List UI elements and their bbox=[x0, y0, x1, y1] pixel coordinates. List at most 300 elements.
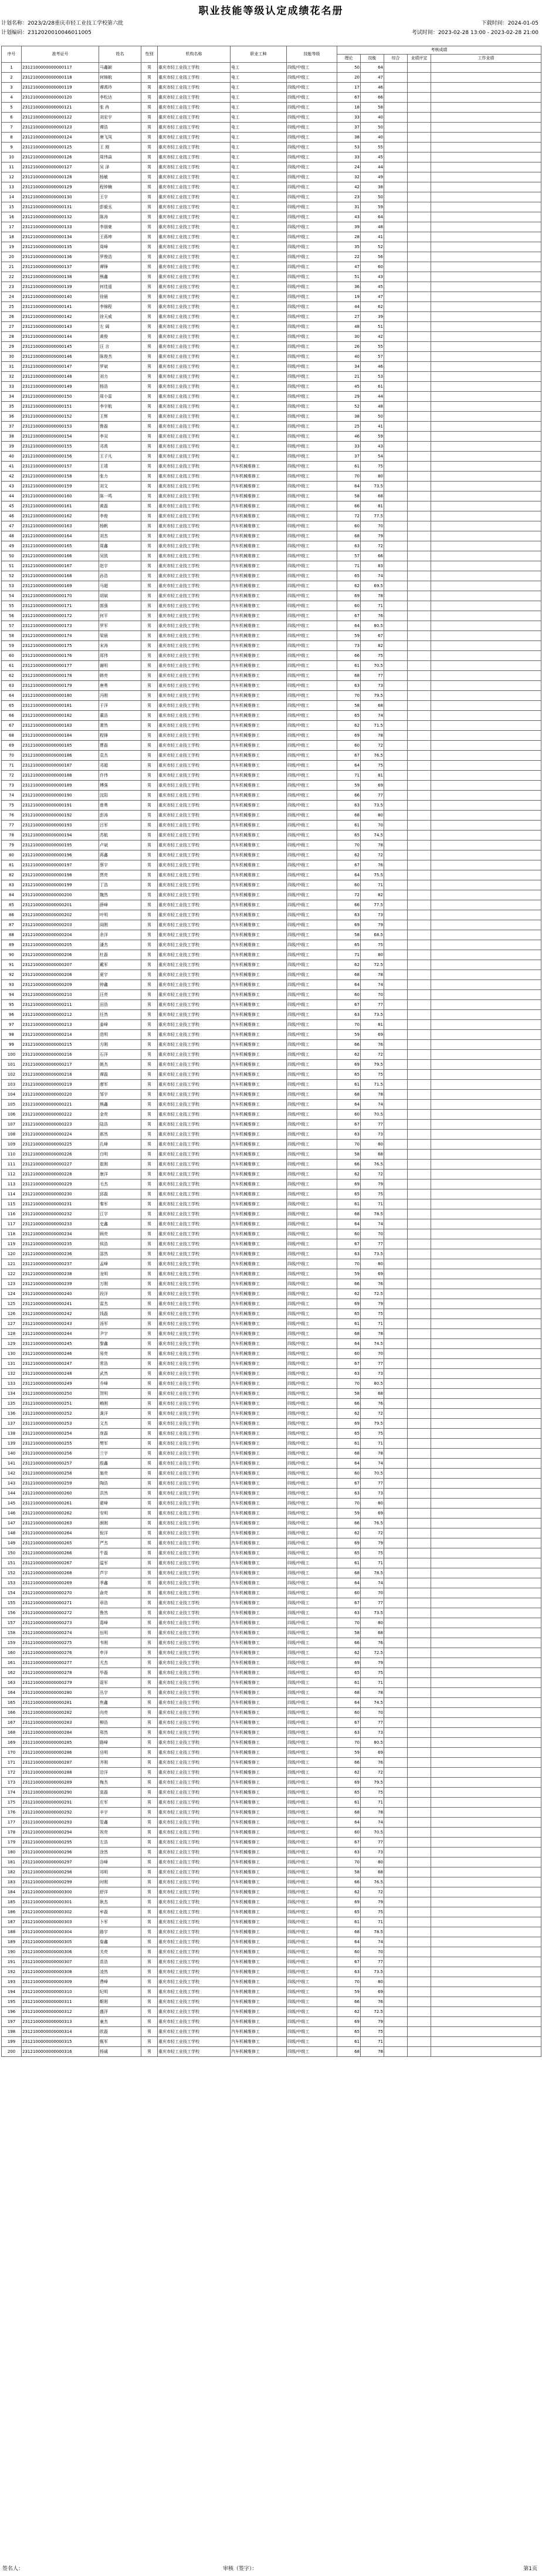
cell-gender: 男 bbox=[141, 801, 158, 811]
cell-name: 蔡宇 bbox=[99, 860, 141, 870]
cell-theory: 27 bbox=[337, 312, 361, 322]
cell-level: 四级/中级工 bbox=[287, 1199, 337, 1209]
cell-skill: 76.5 bbox=[361, 1877, 384, 1887]
cell-job: 汽车机械维修工 bbox=[231, 1289, 287, 1299]
cell-job: 汽车机械维修工 bbox=[231, 1867, 287, 1877]
cell-ticket: 2312100000000000195 bbox=[22, 840, 99, 850]
cell-theory: 71 bbox=[337, 950, 361, 960]
cell-comp bbox=[384, 262, 408, 272]
cell-ticket: 2312100000000000278 bbox=[22, 1668, 99, 1678]
cell-gender: 男 bbox=[141, 1189, 158, 1199]
cell-name: 陆浩 bbox=[99, 1120, 141, 1130]
table-row bbox=[2, 1887, 541, 1897]
cell-job: 汽车机械维修工 bbox=[231, 1080, 287, 1090]
cell-comp bbox=[384, 850, 408, 860]
cell-result bbox=[431, 1070, 541, 1080]
cell-name: 郭强 bbox=[99, 601, 141, 611]
cell-org: 重庆市轻工业技工学校 bbox=[158, 661, 231, 671]
cell-comp bbox=[384, 501, 408, 511]
cell-name: 卢斌 bbox=[99, 840, 141, 850]
cell-comp bbox=[384, 372, 408, 382]
cell-comp bbox=[384, 1728, 408, 1738]
cell-theory: 71 bbox=[337, 561, 361, 571]
table-row bbox=[2, 123, 541, 133]
cell-result bbox=[431, 1897, 541, 1907]
cell-eval bbox=[408, 1877, 431, 1887]
cell-eval bbox=[408, 222, 431, 232]
cell-gender: 男 bbox=[141, 970, 158, 980]
cell-eval bbox=[408, 1917, 431, 1927]
cell-job: 汽车机械维修工 bbox=[231, 1658, 287, 1668]
cell-job: 汽车机械维修工 bbox=[231, 880, 287, 890]
cell-theory: 61 bbox=[337, 661, 361, 671]
cell-name: 王靖 bbox=[99, 462, 141, 472]
cell-seq: 196 bbox=[2, 2007, 22, 2017]
cell-seq: 105 bbox=[2, 1100, 22, 1110]
cell-level: 四级/中级工 bbox=[287, 1229, 337, 1239]
cell-level: 四级/中级工 bbox=[287, 322, 337, 332]
cell-comp bbox=[384, 1409, 408, 1419]
cell-result bbox=[431, 1818, 541, 1828]
cell-result bbox=[431, 1130, 541, 1140]
cell-org: 重庆市轻工业技工学校 bbox=[158, 970, 231, 980]
cell-ticket: 2312100000000000206 bbox=[22, 950, 99, 960]
table-row bbox=[2, 1140, 541, 1150]
cell-skill: 71 bbox=[361, 1439, 384, 1449]
cell-job: 汽车机械维修工 bbox=[231, 751, 287, 761]
cell-seq: 82 bbox=[2, 870, 22, 880]
cell-gender: 男 bbox=[141, 1798, 158, 1808]
cell-eval bbox=[408, 1568, 431, 1578]
cell-level: 四级/中级工 bbox=[287, 950, 337, 960]
cell-eval bbox=[408, 1110, 431, 1120]
cell-theory: 60 bbox=[337, 741, 361, 751]
cell-skill: 77 bbox=[361, 1718, 384, 1728]
cell-skill: 74.5 bbox=[361, 831, 384, 840]
cell-theory: 23 bbox=[337, 192, 361, 202]
table-row bbox=[2, 1090, 541, 1100]
cell-theory: 62 bbox=[337, 1528, 361, 1538]
cell-theory: 44 bbox=[337, 302, 361, 312]
cell-org: 重庆市轻工业技工学校 bbox=[158, 1658, 231, 1668]
cell-eval bbox=[408, 1459, 431, 1469]
cell-level: 四级/中级工 bbox=[287, 1269, 337, 1279]
cell-seq: 177 bbox=[2, 1818, 22, 1828]
table-row bbox=[2, 372, 541, 382]
cell-job: 汽车机械维修工 bbox=[231, 890, 287, 900]
cell-ticket: 2312100000000000168 bbox=[22, 571, 99, 581]
cell-seq: 116 bbox=[2, 1209, 22, 1219]
cell-name: 田浩 bbox=[99, 1000, 141, 1010]
cell-ticket: 2312100000000000238 bbox=[22, 1269, 99, 1279]
cell-job: 汽车机械维修工 bbox=[231, 1379, 287, 1389]
cell-level: 四级/中级工 bbox=[287, 1748, 337, 1758]
table-row bbox=[2, 561, 541, 571]
table-row bbox=[2, 1120, 541, 1130]
table-row bbox=[2, 1927, 541, 1937]
cell-level: 四级/中级工 bbox=[287, 731, 337, 741]
cell-org: 重庆市轻工业技工学校 bbox=[158, 591, 231, 601]
cell-result bbox=[431, 1040, 541, 1050]
cell-result bbox=[431, 192, 541, 202]
cell-ticket: 2312100000000000227 bbox=[22, 1160, 99, 1170]
table-row bbox=[2, 452, 541, 462]
cell-theory: 64 bbox=[337, 1100, 361, 1110]
cell-result bbox=[431, 302, 541, 312]
cell-job: 汽车机械维修工 bbox=[231, 721, 287, 731]
cell-job: 汽车机械维修工 bbox=[231, 840, 287, 850]
cell-seq: 38 bbox=[2, 432, 22, 442]
cell-skill: 50 bbox=[361, 192, 384, 202]
cell-level: 四级/中级工 bbox=[287, 143, 337, 152]
cell-org: 重庆市轻工业技工学校 bbox=[158, 1608, 231, 1618]
cell-ticket: 2312100000000000296 bbox=[22, 1848, 99, 1858]
cell-result bbox=[431, 621, 541, 631]
cell-comp bbox=[384, 1229, 408, 1239]
cell-comp bbox=[384, 133, 408, 143]
cell-result bbox=[431, 1937, 541, 1947]
cell-comp bbox=[384, 1937, 408, 1947]
cell-ticket: 2312100000000000272 bbox=[22, 1608, 99, 1618]
cell-name: 余洋 bbox=[99, 930, 141, 940]
table-row bbox=[2, 1728, 541, 1738]
cell-result bbox=[431, 1828, 541, 1838]
cell-seq: 175 bbox=[2, 1798, 22, 1808]
cell-skill: 72 bbox=[361, 850, 384, 860]
cell-seq: 176 bbox=[2, 1808, 22, 1818]
cell-theory: 67 bbox=[337, 1000, 361, 1010]
col-eval: 业绩评定 bbox=[408, 55, 431, 63]
cell-seq: 43 bbox=[2, 482, 22, 492]
cell-skill: 73.5 bbox=[361, 1010, 384, 1020]
table-row bbox=[2, 1239, 541, 1249]
cell-ticket: 2312100000000000211 bbox=[22, 1000, 99, 1010]
cell-gender: 男 bbox=[141, 1409, 158, 1419]
cell-result bbox=[431, 1519, 541, 1528]
cell-level: 四级/中级工 bbox=[287, 751, 337, 761]
cell-seq: 145 bbox=[2, 1499, 22, 1509]
cell-result bbox=[431, 1578, 541, 1588]
cell-eval bbox=[408, 1937, 431, 1947]
cell-seq: 21 bbox=[2, 262, 22, 272]
cell-level: 四级/中级工 bbox=[287, 103, 337, 113]
cell-result bbox=[431, 2037, 541, 2047]
cell-level: 四级/中级工 bbox=[287, 1528, 337, 1538]
cell-seq: 4 bbox=[2, 93, 22, 103]
cell-comp bbox=[384, 1718, 408, 1728]
cell-comp bbox=[384, 601, 408, 611]
cell-job: 汽车机械维修工 bbox=[231, 1638, 287, 1648]
cell-result bbox=[431, 1618, 541, 1628]
cell-ticket: 2312100000000000176 bbox=[22, 651, 99, 661]
cell-eval bbox=[408, 462, 431, 472]
cell-level: 四级/中级工 bbox=[287, 651, 337, 661]
print-label: 下载时间： bbox=[481, 21, 508, 26]
cell-level: 四级/中级工 bbox=[287, 1568, 337, 1578]
cell-ticket: 2312100000000000158 bbox=[22, 472, 99, 482]
cell-org: 重庆市轻工业技工学校 bbox=[158, 392, 231, 402]
cell-theory: 62 bbox=[337, 1887, 361, 1897]
cell-gender: 男 bbox=[141, 860, 158, 870]
cell-skill: 50 bbox=[361, 412, 384, 422]
cell-result bbox=[431, 1887, 541, 1897]
cell-org: 重庆市轻工业技工学校 bbox=[158, 1718, 231, 1728]
cell-comp bbox=[384, 1748, 408, 1758]
cell-org: 重庆市轻工业技工学校 bbox=[158, 1778, 231, 1788]
cell-job: 电工 bbox=[231, 382, 287, 392]
cell-eval bbox=[408, 1389, 431, 1399]
cell-eval bbox=[408, 162, 431, 172]
cell-eval bbox=[408, 1170, 431, 1179]
cell-eval bbox=[408, 1179, 431, 1189]
cell-name: 汪亮 bbox=[99, 990, 141, 1000]
cell-level: 四级/中级工 bbox=[287, 113, 337, 123]
table-row bbox=[2, 1060, 541, 1070]
cell-seq: 151 bbox=[2, 1558, 22, 1568]
table-row bbox=[2, 1798, 541, 1808]
cell-skill: 68 bbox=[361, 1867, 384, 1877]
cell-gender: 男 bbox=[141, 1598, 158, 1608]
cell-skill: 78 bbox=[361, 1688, 384, 1698]
cell-skill: 64 bbox=[361, 212, 384, 222]
cell-seq: 50 bbox=[2, 551, 22, 561]
cell-result bbox=[431, 1299, 541, 1309]
cell-seq: 23 bbox=[2, 282, 22, 292]
cell-level: 四级/中级工 bbox=[287, 1728, 337, 1738]
cell-eval bbox=[408, 1160, 431, 1170]
cell-name: 杜磊 bbox=[99, 950, 141, 960]
cell-theory: 22 bbox=[337, 252, 361, 262]
cell-gender: 男 bbox=[141, 1399, 158, 1409]
cell-eval bbox=[408, 73, 431, 83]
cell-org: 重庆市轻工业技工学校 bbox=[158, 731, 231, 741]
cell-name: 聂军 bbox=[99, 1678, 141, 1688]
table-row bbox=[2, 292, 541, 302]
cell-name: 祝亮 bbox=[99, 1828, 141, 1838]
cell-result bbox=[431, 1469, 541, 1479]
table-row bbox=[2, 1947, 541, 1957]
cell-ticket: 2312100000000000134 bbox=[22, 232, 99, 242]
table-row bbox=[2, 821, 541, 831]
cell-eval bbox=[408, 322, 431, 332]
cell-ticket: 2312100000000000200 bbox=[22, 890, 99, 900]
cell-theory: 19 bbox=[337, 292, 361, 302]
cell-ticket: 2312100000000000170 bbox=[22, 591, 99, 601]
cell-gender: 男 bbox=[141, 83, 158, 93]
cell-seq: 130 bbox=[2, 1349, 22, 1359]
cell-name: 牟磊 bbox=[99, 1907, 141, 1917]
cell-ticket: 2312100000000000197 bbox=[22, 860, 99, 870]
cell-job: 汽车机械维修工 bbox=[231, 561, 287, 571]
cell-name: 孟峰 bbox=[99, 1259, 141, 1269]
col-result: 工作业绩 bbox=[431, 55, 541, 63]
cell-ticket: 2312100000000000121 bbox=[22, 103, 99, 113]
cell-comp bbox=[384, 1927, 408, 1937]
cell-seq: 188 bbox=[2, 1927, 22, 1937]
cell-org: 重庆市轻工业技工学校 bbox=[158, 1319, 231, 1329]
cell-skill: 72 bbox=[361, 741, 384, 751]
cell-seq: 163 bbox=[2, 1678, 22, 1688]
cell-gender: 男 bbox=[141, 561, 158, 571]
cell-job: 汽车机械维修工 bbox=[231, 1568, 287, 1578]
cell-gender: 男 bbox=[141, 840, 158, 850]
cell-eval bbox=[408, 1588, 431, 1598]
cell-name: 辛宇 bbox=[99, 1808, 141, 1818]
cell-result bbox=[431, 1718, 541, 1728]
cell-theory: 58 bbox=[337, 1389, 361, 1399]
cell-gender: 男 bbox=[141, 2047, 158, 2057]
cell-theory: 69 bbox=[337, 1419, 361, 1429]
cell-eval bbox=[408, 721, 431, 731]
cell-skill: 80 bbox=[361, 950, 384, 960]
cell-job: 汽车机械维修工 bbox=[231, 1160, 287, 1170]
table-row bbox=[2, 282, 541, 292]
cell-ticket: 2312100000000000223 bbox=[22, 1120, 99, 1130]
cell-org: 重庆市轻工业技工学校 bbox=[158, 1449, 231, 1459]
cell-seq: 17 bbox=[2, 222, 22, 232]
cell-seq: 183 bbox=[2, 1877, 22, 1887]
cell-gender: 男 bbox=[141, 1050, 158, 1060]
cell-gender: 男 bbox=[141, 1479, 158, 1489]
cell-name: 萧然 bbox=[99, 721, 141, 731]
cell-eval bbox=[408, 1728, 431, 1738]
table-row bbox=[2, 1977, 541, 1987]
cell-org: 重庆市轻工业技工学校 bbox=[158, 402, 231, 412]
cell-result bbox=[431, 162, 541, 172]
cell-theory: 65 bbox=[337, 711, 361, 721]
cell-org: 重庆市轻工业技工学校 bbox=[158, 821, 231, 831]
cell-level: 四级/中级工 bbox=[287, 1848, 337, 1858]
cell-skill: 42 bbox=[361, 332, 384, 342]
table-row bbox=[2, 1399, 541, 1409]
table-row bbox=[2, 322, 541, 332]
cell-comp bbox=[384, 1419, 408, 1429]
cell-skill: 78 bbox=[361, 591, 384, 601]
cell-skill: 76.5 bbox=[361, 1519, 384, 1528]
cell-level: 四级/中级工 bbox=[287, 1738, 337, 1748]
reviewer-label: 审核（签字）： bbox=[223, 2566, 258, 2572]
cell-result bbox=[431, 1489, 541, 1499]
cell-org: 重庆市轻工业技工学校 bbox=[158, 1578, 231, 1588]
cell-org: 重庆市轻工业技工学校 bbox=[158, 2047, 231, 2057]
cell-seq: 63 bbox=[2, 681, 22, 691]
cell-skill: 75 bbox=[361, 761, 384, 771]
cell-name: 杨诚 bbox=[99, 2047, 141, 2057]
cell-level: 四级/中级工 bbox=[287, 801, 337, 811]
cell-seq: 25 bbox=[2, 302, 22, 312]
cell-org: 重庆市轻工业技工学校 bbox=[158, 1937, 231, 1947]
cell-org: 重庆市轻工业技工学校 bbox=[158, 940, 231, 950]
cell-ticket: 2312100000000000141 bbox=[22, 302, 99, 312]
cell-result bbox=[431, 1349, 541, 1359]
cell-name: 范明 bbox=[99, 1030, 141, 1040]
cell-eval bbox=[408, 1528, 431, 1538]
cell-gender: 男 bbox=[141, 631, 158, 641]
cell-comp bbox=[384, 1578, 408, 1588]
cell-result bbox=[431, 1698, 541, 1708]
cell-skill: 75 bbox=[361, 651, 384, 661]
cell-name: 王蒋坤 bbox=[99, 232, 141, 242]
cell-comp bbox=[384, 1907, 408, 1917]
cell-comp bbox=[384, 1658, 408, 1668]
cell-ticket: 2312100000000000248 bbox=[22, 1369, 99, 1379]
cell-name: 李俊 bbox=[99, 511, 141, 521]
cell-seq: 143 bbox=[2, 1479, 22, 1489]
table-row bbox=[2, 1658, 541, 1668]
cell-result bbox=[431, 1249, 541, 1259]
cell-seq: 159 bbox=[2, 1638, 22, 1648]
cell-seq: 195 bbox=[2, 1997, 22, 2007]
cell-job: 电工 bbox=[231, 242, 287, 252]
cell-comp bbox=[384, 651, 408, 661]
cell-theory: 62 bbox=[337, 1170, 361, 1179]
cell-gender: 男 bbox=[141, 1279, 158, 1289]
cell-eval bbox=[408, 252, 431, 262]
cell-seq: 8 bbox=[2, 133, 22, 143]
page-title: 职业技能等级认定成绩花名册 bbox=[198, 5, 344, 17]
cell-org: 重庆市轻工业技工学校 bbox=[158, 412, 231, 422]
cell-skill: 72 bbox=[361, 1409, 384, 1419]
cell-result bbox=[431, 1459, 541, 1469]
cell-gender: 男 bbox=[141, 511, 158, 521]
cell-theory: 64 bbox=[337, 621, 361, 631]
cell-eval bbox=[408, 192, 431, 202]
table-row bbox=[2, 1299, 541, 1309]
table-row bbox=[2, 930, 541, 940]
cell-gender: 男 bbox=[141, 821, 158, 831]
table-row bbox=[2, 1429, 541, 1439]
cell-job: 汽车机械维修工 bbox=[231, 960, 287, 970]
cell-ticket: 2312100000000000152 bbox=[22, 412, 99, 422]
cell-name: 杨敏 bbox=[99, 172, 141, 182]
cell-ticket: 2312100000000000307 bbox=[22, 1957, 99, 1967]
cell-ticket: 2312100000000000159 bbox=[22, 482, 99, 492]
cell-result bbox=[431, 172, 541, 182]
table-row bbox=[2, 1070, 541, 1080]
cell-gender: 男 bbox=[141, 1788, 158, 1798]
cell-skill: 68.5 bbox=[361, 930, 384, 940]
cell-result bbox=[431, 222, 541, 232]
cell-comp bbox=[384, 611, 408, 621]
cell-eval bbox=[408, 1469, 431, 1479]
cell-theory: 33 bbox=[337, 113, 361, 123]
cell-level: 四级/中级工 bbox=[287, 83, 337, 93]
cell-skill: 72 bbox=[361, 1170, 384, 1179]
cell-level: 四级/中级工 bbox=[287, 1279, 337, 1289]
cell-result bbox=[431, 1758, 541, 1768]
cell-theory: 66 bbox=[337, 1279, 361, 1289]
cell-name: 周伟焱 bbox=[99, 152, 141, 162]
cell-ticket: 2312100000000000266 bbox=[22, 1548, 99, 1558]
cell-name: 廖军 bbox=[99, 1080, 141, 1090]
cell-name: 苗浩 bbox=[99, 1957, 141, 1967]
code-label: 计划编码： bbox=[1, 30, 28, 36]
cell-theory: 43 bbox=[337, 212, 361, 222]
cell-skill: 74 bbox=[361, 1818, 384, 1828]
cell-eval bbox=[408, 1977, 431, 1987]
cell-skill: 40 bbox=[361, 113, 384, 123]
cell-level: 四级/中级工 bbox=[287, 1897, 337, 1907]
cell-job: 汽车机械维修工 bbox=[231, 1967, 287, 1977]
cell-theory: 70 bbox=[337, 1858, 361, 1867]
cell-result bbox=[431, 262, 541, 272]
cell-seq: 121 bbox=[2, 1259, 22, 1269]
cell-comp bbox=[384, 1219, 408, 1229]
cell-level: 四级/中级工 bbox=[287, 1997, 337, 2007]
cell-eval bbox=[408, 801, 431, 811]
cell-level: 四级/中级工 bbox=[287, 1399, 337, 1409]
cell-level: 四级/中级工 bbox=[287, 1329, 337, 1339]
